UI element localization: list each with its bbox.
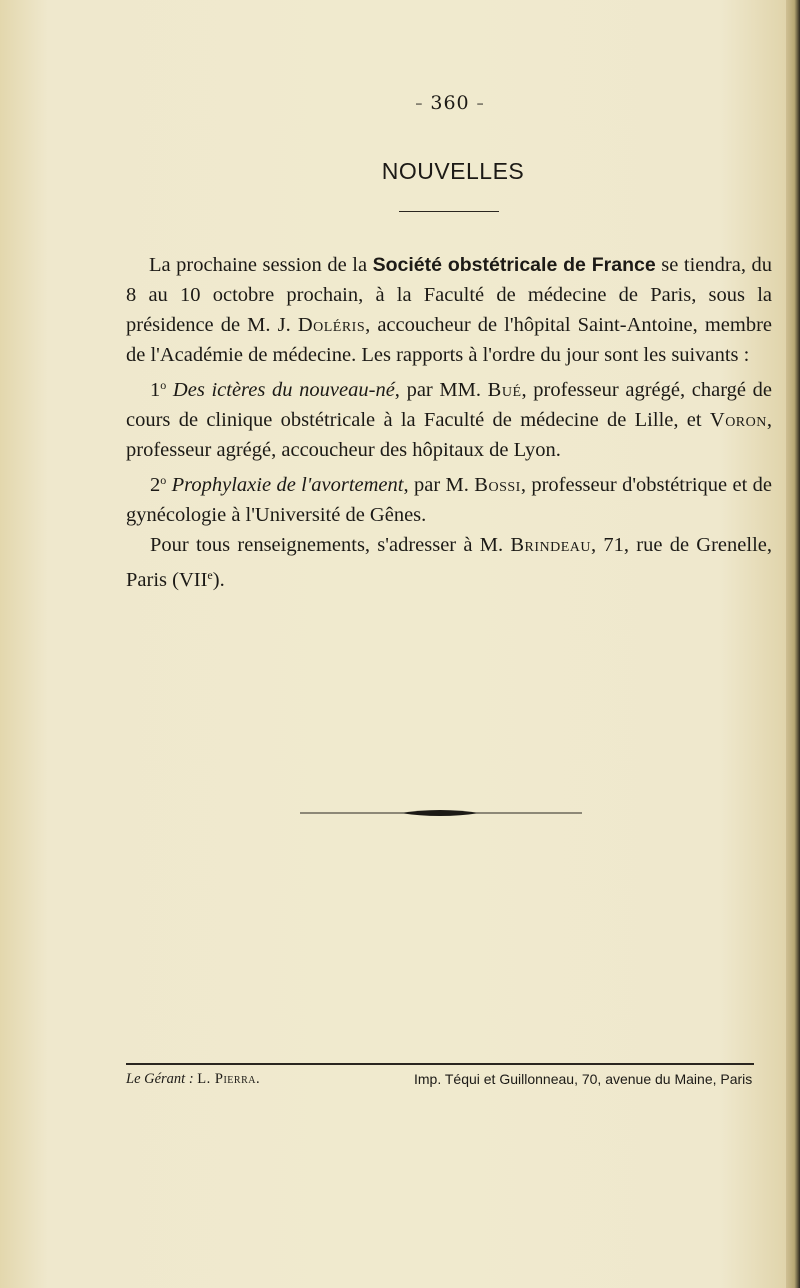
page-number-value: 360	[430, 92, 470, 114]
report-1-number: 1	[150, 379, 161, 401]
report-1-text: , par MM.	[394, 379, 488, 401]
footer-rule	[126, 1063, 754, 1065]
paragraph-report-2	[126, 465, 772, 530]
report-2-number: 2	[150, 474, 161, 496]
report-2-text-2: , professeur d'obstétrique et de gynécologie à l'Université de Gênes.	[126, 474, 773, 526]
announcement-text-end: , accoucheur de l'hôpital Saint-Antoine, membre de l'Académie de médecine. Les rapports à l'ordre du jour sont les suivants :	[126, 314, 772, 366]
report-1-title: Des ictères du nouveau-né	[172, 379, 395, 401]
section-title: NOUVELLES	[381, 158, 525, 184]
report-2-ordinal: o	[160, 473, 167, 487]
page-number	[0, 92, 800, 114]
announcement-lead: La prochaine session de la	[149, 254, 373, 276]
report-1-text-3: , professeur agrégé, accoucheur des hôpitaux de Lyon.	[126, 409, 772, 461]
ornamental-divider	[300, 808, 582, 818]
report-2-text: , par M.	[403, 474, 475, 496]
paragraph-contact	[126, 530, 772, 595]
contact-address-end: ).	[212, 569, 225, 591]
article-body	[126, 250, 772, 595]
report-1-ordinal: o	[160, 378, 167, 392]
reporter-bue: Bué	[487, 379, 522, 401]
president-name: Doléris	[297, 314, 366, 336]
contact-name: Brindeau	[510, 534, 592, 556]
announcement-text: se tiendra, du 8 au 10 octobre prochain, à la Faculté de médecine de Paris, sous la présidence de M. J.	[126, 254, 772, 336]
page-number-left-dash: –	[415, 96, 424, 112]
title-rule	[399, 211, 499, 212]
society-name: Société obstétricale de France	[372, 254, 656, 276]
contact-text: Pour tous renseignements, s'adresser à M.	[150, 534, 511, 556]
footer-manager	[126, 1071, 260, 1088]
report-2-title: Prophylaxie de l'avortement	[171, 474, 404, 496]
footer-printer: Imp. Téqui et Guillonneau, 70, avenue du Maine, Paris	[414, 1071, 753, 1087]
manager-name: L. Pierra.	[197, 1071, 261, 1087]
reporter-voron: Voron	[709, 409, 767, 431]
paragraph-announcement	[126, 250, 772, 370]
paragraph-report-1	[126, 370, 772, 465]
manager-label: Le Gérant :	[126, 1071, 194, 1087]
contact-address: , 71, rue de Grenelle, Paris (VII	[126, 534, 772, 591]
page-number-right-dash: –	[476, 96, 485, 112]
reporter-bossi: Bossi	[474, 474, 521, 496]
report-1-text-2: , professeur agrégé, chargé de cours de clinique obstétricale à la Faculté de médecine de Lille, et	[126, 379, 773, 431]
arrondissement-superscript: e	[207, 568, 213, 582]
page-edge-shadow	[786, 0, 800, 1288]
